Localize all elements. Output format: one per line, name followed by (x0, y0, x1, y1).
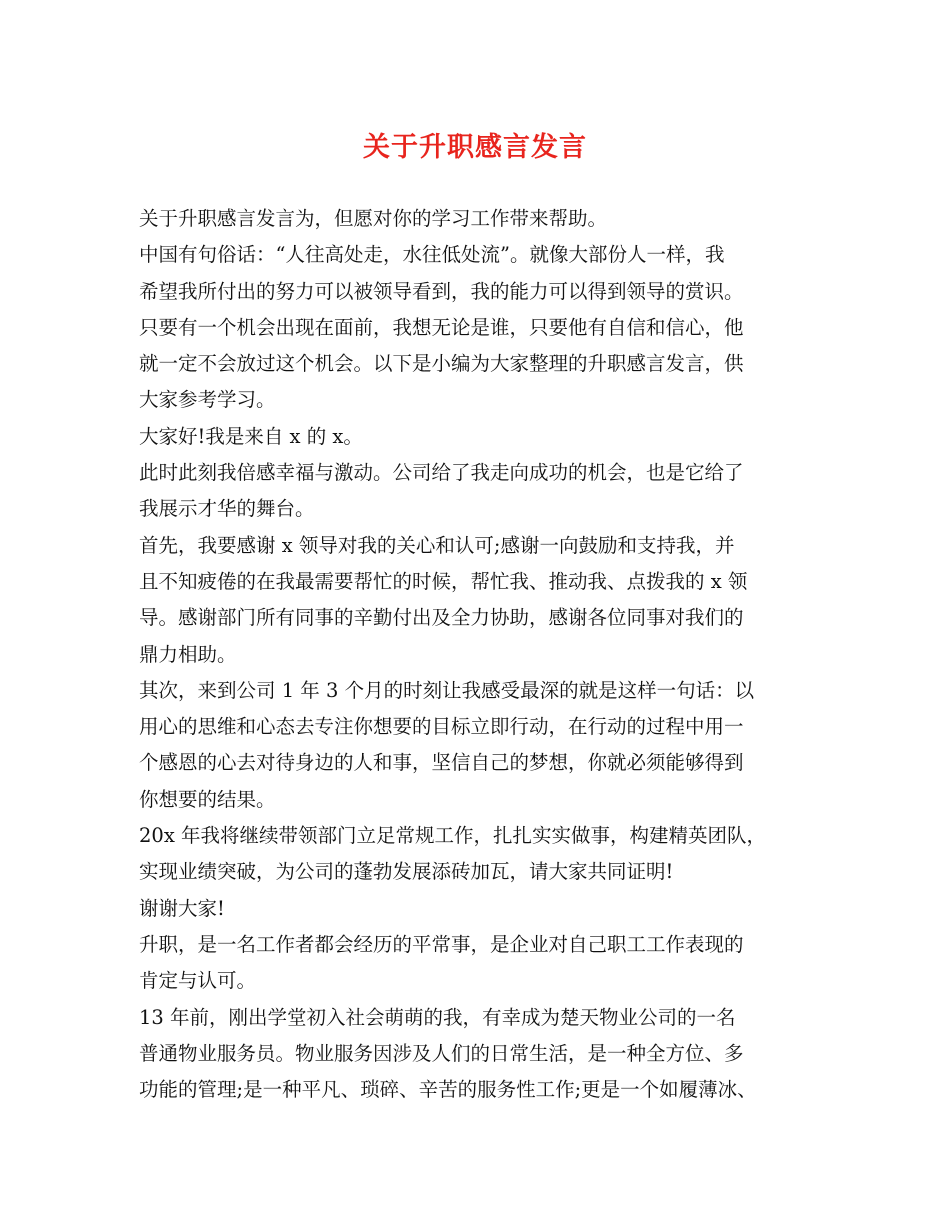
body-line-1: 关于升职感言发言为，但愿对你的学习工作带来帮助。 (139, 207, 608, 230)
body-line-21: 升职，是一名工作者都会经历的平常事，是企业对自己职工工作表现的 (139, 932, 744, 956)
document-title: 关于升职感言发言 (363, 132, 587, 163)
body-line-7: 大家好!我是来自 x 的 x。 (139, 424, 363, 448)
body-line-10: 首先，我要感谢 x 领导对我的关心和认可;感谢一向鼓励和支持我，并 (139, 533, 735, 557)
body-line-6: 大家参考学习。 (139, 388, 276, 412)
body-line-17: 你想要的结果。 (139, 787, 276, 811)
body-line-19: 实现业绩突破，为公司的蓬勃发展添砖加瓦，请大家共同证明! (139, 860, 674, 884)
body-line-16: 个感恩的心去对待身边的人和事，坚信自己的梦想，你就必须能够得到 (139, 751, 744, 775)
body-line-18: 20x 年我将继续带领部门立足常规工作，扎扎实实做事，构建精英团队， (139, 824, 767, 848)
body-line-8: 此时此刻我倍感幸福与激动。公司给了我走向成功的机会，也是它给了 (139, 461, 744, 485)
body-line-24: 普通物业服务员。物业服务因涉及人们的日常生活，是一种全方位、多 (139, 1041, 744, 1065)
body-line-22: 肯定与认可。 (139, 969, 257, 993)
body-line-14: 其次，来到公司 1 年 3 个月的时刻让我感受最深的就是这样一句话：以 (139, 678, 755, 702)
body-line-2: 中国有句俗话：“人往高处走，水往低处流”。就像大部份人一样，我 (139, 243, 725, 267)
document-body (139, 201, 815, 1108)
body-line-3: 希望我所付出的努力可以被领导看到，我的能力可以得到领导的赏识。 (139, 279, 744, 303)
body-line-9: 我展示才华的舞台。 (139, 497, 315, 521)
body-line-13: 鼎力相助。 (139, 642, 237, 666)
body-line-20: 谢谢大家! (139, 896, 225, 920)
body-line-4: 只要有一个机会出现在面前，我想无论是谁，只要他有自信和信心，他 (139, 315, 744, 339)
body-line-15: 用心的思维和心态去专注你想要的目标立即行动，在行动的过程中用一 (139, 715, 744, 739)
body-line-11: 且不知疲倦的在我最需要帮忙的时候，帮忙我、推动我、点拨我的 x 领 (139, 569, 748, 593)
body-line-25: 功能的管理;是一种平凡、琐碎、辛苦的服务性工作;更是一个如履薄冰、 (139, 1078, 757, 1102)
body-line-23: 13 年前，刚出学堂初入社会萌萌的我，有幸成为楚天物业公司的一名 (139, 1005, 736, 1029)
body-line-5: 就一定不会放过这个机会。以下是小编为大家整理的升职感言发言，供 (139, 352, 744, 376)
body-line-12: 导。感谢部门所有同事的辛勤付出及全力协助，感谢各位同事对我们的 (139, 606, 744, 630)
